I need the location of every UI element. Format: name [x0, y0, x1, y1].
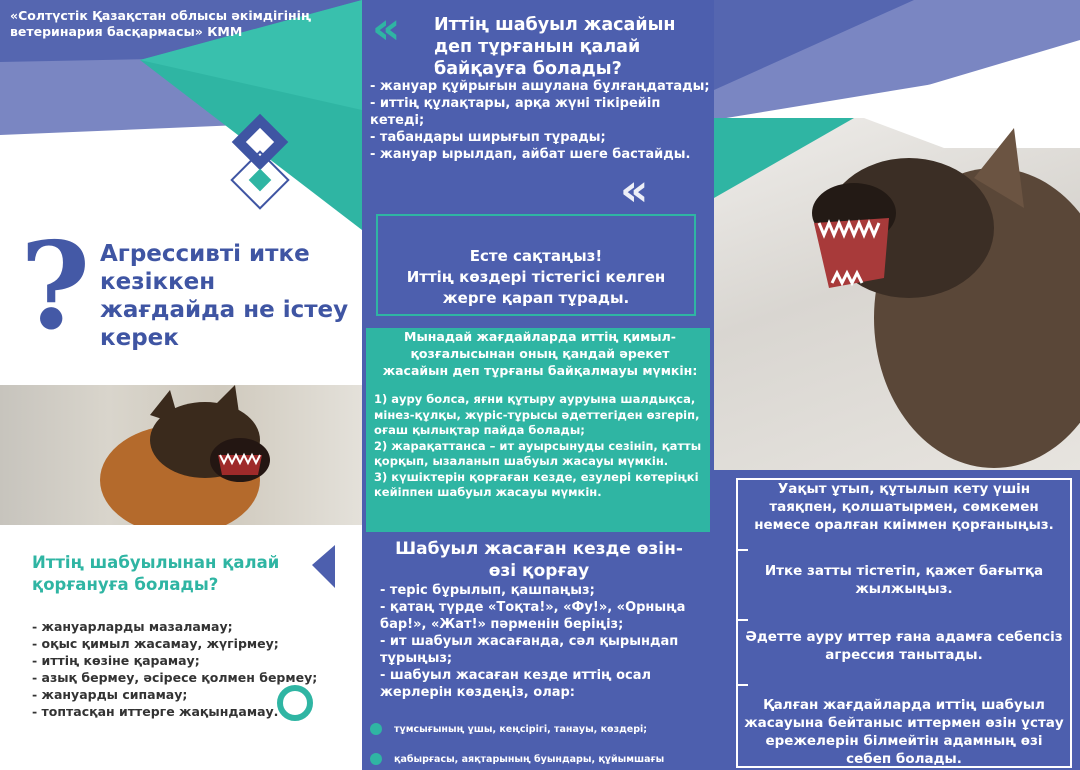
- behavior-title: Мынадай жағдайларда иттің қимыл-қозғалысынан оның қандай әрекет жасайын деп тұрғаны байқалмауы мүмкін:: [382, 329, 698, 378]
- bullet-dot-icon: [370, 753, 382, 765]
- dog-illustration-left: [0, 385, 362, 525]
- aggressive-dog-photo-left: [0, 385, 362, 525]
- question-mark-icon: ?: [20, 216, 91, 357]
- list-item: 3) күшіктерін қорғаған кезде, езулері көтеріңкі кейіппен шабуыл жасауы мүмкін.: [374, 469, 699, 499]
- list-item: - топтасқан иттерге жақындамау.: [32, 704, 279, 719]
- list-item: 1) ауру болса, яғни құтыру ауруына шалдықса, мінез-құлқы, жүріс-тұрысы әдеттегіден өзгеріп, оғаш қылықтар пайда болады;: [374, 392, 700, 437]
- signs-list: [370, 78, 710, 163]
- list-item: - азық бермеу, әсіресе қолмен бермеу;: [32, 670, 318, 685]
- dog-illustration-right: [714, 118, 1080, 470]
- tip-1: Уақыт ұтып, құтылып кету үшін таяқпен, қолшатырмен, сөмкемен немесе оралған киіммен қорғаныңыз.: [754, 481, 1054, 533]
- list-item: - иттің көзіне қарамау;: [32, 653, 200, 668]
- remember-line-1: Есте сақтаңыз!: [469, 247, 603, 265]
- tip-4: Қалған жағдайларда иттің шабуыл жасауына бейтаныс иттермен өзін ұстау ережелерін білмейтін адамның өзі себеп болады.: [744, 697, 1064, 767]
- list-item: - жануар ырылдап, айбат шеге бастайды.: [370, 147, 691, 162]
- remember-text: [380, 246, 692, 309]
- list-item: - ит шабуыл жасағанда, сәл қырындап тұрыңыз;: [380, 634, 679, 666]
- remember-line-2: Иттің көздері тістегісі келген жерге қарап тұрады.: [406, 268, 666, 307]
- list-item: - табандары ширығып тұрады;: [370, 130, 606, 145]
- list-item: - шабуыл жасаған кезде иттің осал жерлерін көздеңіз, олар:: [380, 668, 652, 700]
- left-panel: [0, 0, 362, 770]
- right-background-shapes: [714, 0, 1080, 120]
- quote-open-icon: «: [372, 3, 401, 54]
- main-title: Агрессивті итке кезіккен жағдайда не істеу керек: [100, 241, 349, 351]
- signs-title: Иттің шабуыл жасайын деп тұрғанын қалай байқауға болады?: [434, 15, 676, 79]
- aggressive-dog-photo-right: [714, 118, 1080, 470]
- tip-3: Әдетте ауру иттер ғана адамға себепсіз агрессия танытады.: [745, 629, 1063, 663]
- list-item: - жануарларды мазаламау;: [32, 619, 233, 634]
- behavior-items: [374, 392, 708, 501]
- list-item: - иттің құлақтары, арқа жүні тікірейіп кетеді;: [370, 96, 661, 128]
- list-item: - қатаң түрде «Тоқта!», «Фу!», «Орныңа бар!», «Жат!» пәрменін беріңіз;: [380, 600, 686, 632]
- weak-point-item: [394, 754, 694, 766]
- self-defense-list: [380, 582, 710, 701]
- list-item: - жануарды сипамау;: [32, 687, 188, 702]
- list-item: - теріс бұрылып, қашпаңыз;: [380, 583, 595, 598]
- weak-point-text: қабырғасы, аяқтарының буындары, құйымшағы: [394, 754, 665, 765]
- right-panel: [714, 0, 1080, 770]
- list-item: - жануар құйрығын ашулана бұлғаңдатады;: [370, 79, 710, 94]
- list-item: - оқыс қимыл жасамау, жүгірмеу;: [32, 636, 279, 651]
- organization-header: «Солтүстік Қазақстан облысы әкімдігінің ветеринария басқармасы» КММ: [10, 8, 312, 39]
- protect-heading: Иттің шабуылынан қалай қорғануға болады?: [32, 553, 280, 594]
- quote-close-icon: «: [620, 165, 649, 216]
- weak-point-item: [394, 724, 694, 736]
- self-defense-title: Шабуыл жасаған кезде өзін-өзі қорғау: [395, 539, 683, 581]
- bullet-dot-icon: [370, 723, 382, 735]
- tip-2: Итке затты тістетіп, қажет бағытқа жылжыңыз.: [764, 563, 1044, 597]
- list-item: 2) жарақаттанса – ит ауырсынуды сезініп, қатты қорқып, ызаланып шабуыл жасауы мүмкін.: [374, 438, 702, 468]
- protect-list: [32, 618, 352, 720]
- middle-panel: [362, 0, 714, 770]
- weak-point-text: тұмсығының ұшы, кеңсірігі, танауы, көздері;: [394, 724, 648, 735]
